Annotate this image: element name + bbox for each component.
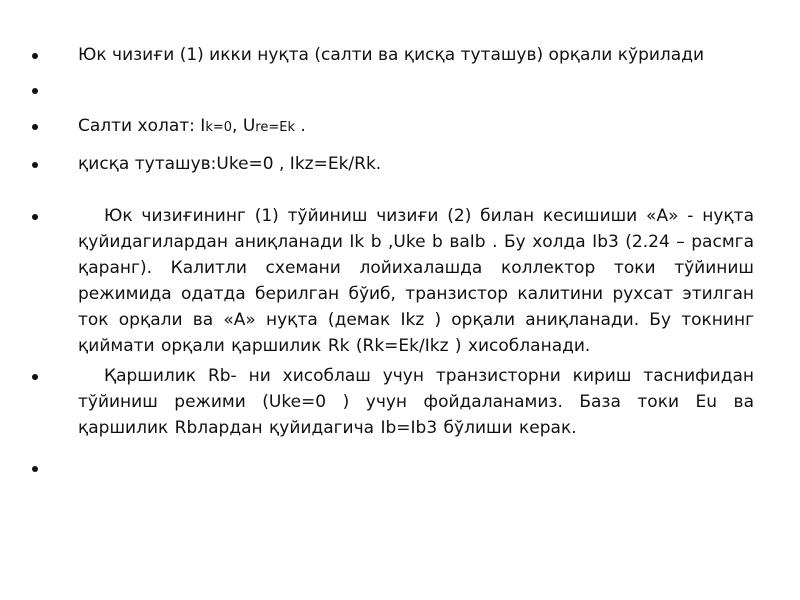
idle-state-label: Салти холат: — [78, 116, 201, 136]
bullet-item-short-circuit — [32, 151, 754, 177]
bullet-item-empty — [32, 455, 754, 481]
bullet-item-load-line — [32, 42, 754, 68]
voltage-symbol: U — [242, 116, 256, 136]
bullet-item-idle-state — [32, 113, 754, 141]
bullet-dot-icon — [32, 124, 38, 130]
bullet-item-empty — [32, 77, 754, 103]
bullet-dot-icon — [32, 374, 38, 380]
bullet-dot-icon — [32, 214, 38, 220]
current-symbol: I — [200, 116, 206, 136]
bullet-dot-icon — [32, 53, 38, 59]
bullet-text: Юк чизиғи (1) икки нуқта (салти ва қисқа туташув) орқали кўрилади — [78, 45, 704, 65]
bullet-item-base-resistor — [32, 363, 754, 441]
emf-subscript: k — [287, 120, 295, 135]
bullet-text: Юк чизиғининг (1) тўйиниш чизиғи (2) билан кесишиши «А» - нуқта қуйидагилардан аниқланади Ik b ,Uke b вaIb . Бу холда Ib3 (2.24 – расмга қаранг). Калитли схемани лойихалашда коллектор токи тўйиниш режимида одатда берилган бўиб, транзистор калитини рухсат этилган ток орқали ва «А» нуқта (демак Ikz ) орқали аниқланади. Бу токнинг қиймати орқали қаршилик Rk (Rk=Ek/Ikz ) хисобланади. — [78, 206, 754, 356]
current-subscript: k=0 — [205, 120, 233, 135]
bullet-dot-icon — [32, 162, 38, 168]
bullet-dot-icon — [32, 88, 38, 94]
voltage-subscript: re=E — [255, 120, 288, 135]
bullet-text: Қаршилик Rb- ни хисоблаш учун транзисторни кириш таснифидан тўйиниш режими (Uke=0 ) учун фойдаланамиз. База токи Eu ва қаршилик Rbлардан қуйидагича Ib=Ib3 бўлиши керак. — [78, 366, 754, 438]
bullet-list — [32, 40, 754, 481]
bullet-dot-icon — [32, 466, 38, 472]
line-end: . — [294, 116, 306, 136]
bullet-text: қисқа туташув:Uke=0 , Ikz=Ek/Rk. — [78, 154, 382, 174]
bullet-item-intersection-point — [32, 203, 754, 359]
separator: , — [232, 116, 243, 136]
